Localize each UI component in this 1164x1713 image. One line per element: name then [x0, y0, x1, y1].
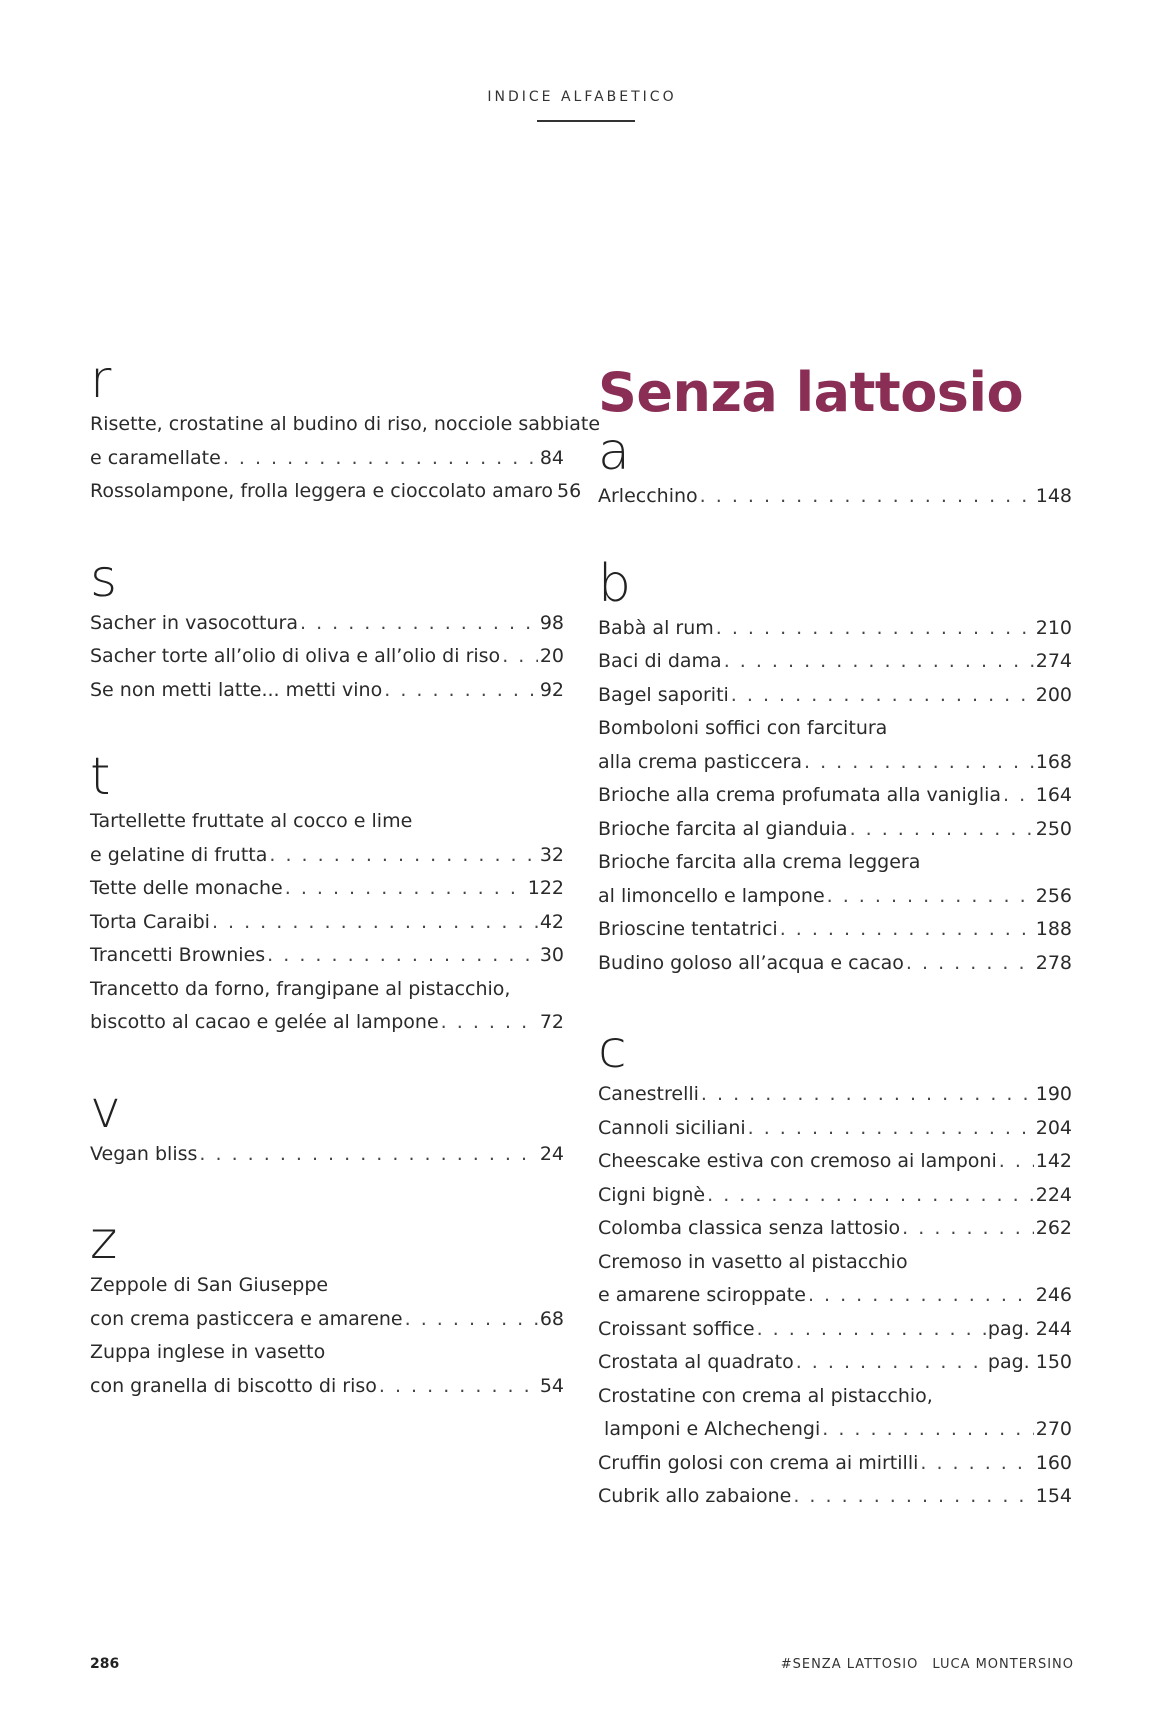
index-entry — [90, 442, 564, 476]
dot-leader — [267, 939, 538, 973]
dot-leader — [441, 1006, 538, 1040]
entry-title: e amarene sciroppate — [598, 1284, 806, 1306]
entry-title: Croissant soffice — [598, 1317, 755, 1340]
index-entry — [90, 973, 564, 1007]
entry-title: Budino goloso all’acqua e cacao — [598, 951, 904, 974]
index-entry — [90, 607, 564, 641]
entry-page-number: 42 — [539, 910, 564, 933]
entry-page-number: 160 — [1035, 1451, 1072, 1474]
index-letter: b — [598, 553, 632, 614]
index-entry — [90, 674, 564, 708]
index-entry — [598, 1145, 1072, 1179]
index-entry — [90, 906, 564, 940]
section-title: Senza lattosio — [598, 361, 1024, 424]
entry-title: Cheescake estiva con cremoso ai lamponi — [598, 1150, 997, 1172]
entry-title: Cubrik allo zabaione — [598, 1485, 792, 1507]
index-entry — [598, 645, 1072, 679]
entry-page-number: 188 — [1035, 918, 1072, 940]
index-entries — [90, 1269, 564, 1403]
entry-page-number: 200 — [1035, 683, 1072, 706]
entry-page-number: 92 — [539, 678, 564, 701]
index-letter: s — [90, 548, 118, 609]
index-entry — [598, 913, 1072, 947]
entry-title: Zeppole di San Giuseppe — [90, 1274, 329, 1296]
index-entry — [90, 1138, 564, 1172]
entry-title: Arlecchino — [598, 485, 698, 507]
index-entry — [598, 1447, 1072, 1481]
index-group-c — [598, 1022, 1072, 1514]
dot-leader — [804, 746, 1034, 780]
index-entry — [90, 1269, 564, 1303]
entry-page-number: 190 — [1035, 1083, 1072, 1105]
index-entry — [598, 1313, 1072, 1347]
entry-title: alla crema pasticcera — [598, 750, 802, 773]
entry-title: Torta Caraibi — [90, 910, 210, 933]
index-entry — [90, 1303, 564, 1337]
entry-title: con crema pasticcera e amarene — [90, 1307, 403, 1330]
index-entry — [598, 813, 1072, 847]
index-right-column — [598, 362, 1072, 1556]
dot-leader — [1003, 779, 1034, 813]
index-entry — [598, 1279, 1072, 1313]
index-entry — [90, 839, 564, 873]
entry-page-number: pag. 150 — [987, 1351, 1072, 1373]
entry-page-number: 98 — [539, 611, 564, 634]
entry-page-number: 30 — [539, 944, 564, 966]
entry-page-number: 54 — [539, 1374, 564, 1397]
dot-leader — [700, 480, 1034, 514]
entry-page-number: 210 — [1035, 616, 1072, 639]
footer-page-number: 286 — [90, 1656, 120, 1672]
entry-title: e caramellate — [90, 446, 221, 469]
index-entry — [598, 1413, 1072, 1447]
dot-leader — [731, 679, 1034, 713]
index-entry — [90, 1336, 564, 1370]
index-entry — [598, 480, 1072, 514]
entry-page-number: 274 — [1035, 650, 1072, 672]
entry-title: Babà al rum — [598, 616, 714, 639]
right-groups — [598, 424, 1072, 1514]
index-entry — [598, 779, 1072, 813]
index-left-column — [90, 350, 601, 1445]
dot-leader — [300, 607, 538, 641]
index-group-r — [90, 350, 601, 509]
index-letter: v — [90, 1079, 121, 1140]
entry-title: Trancetto da forno, frangipane al pistacchio, — [90, 977, 511, 1000]
footer-author: LUCA MONTERSINO — [932, 1657, 1074, 1672]
dot-leader — [199, 1138, 537, 1172]
dot-leader — [850, 813, 1034, 847]
dot-leader — [757, 1313, 986, 1347]
index-entry — [598, 947, 1072, 981]
index-entry — [598, 1346, 1072, 1380]
entry-page-number: 224 — [1035, 1183, 1072, 1206]
entry-page-number: 278 — [1035, 951, 1072, 974]
index-entries — [598, 612, 1072, 981]
entry-page-number: 72 — [539, 1011, 564, 1033]
dot-leader — [796, 1346, 986, 1380]
entry-title: Brioche farcita alla crema leggera — [598, 851, 921, 873]
entry-title: Brioscine tentatrici — [598, 918, 778, 940]
entry-title: Cruffin golosi con crema ai mirtilli — [598, 1451, 919, 1474]
dot-leader — [223, 442, 538, 476]
index-entry — [90, 1370, 564, 1404]
entry-title: Sacher in vasocottura — [90, 611, 298, 634]
dot-leader — [701, 1078, 1034, 1112]
entry-title: Baci di dama — [598, 650, 722, 672]
entry-title: Rossolampone, frolla leggera e cioccolato amaro — [90, 480, 553, 502]
index-group-a — [598, 424, 1072, 514]
dot-leader — [285, 872, 526, 906]
index-letter: t — [90, 747, 111, 807]
index-entries — [90, 607, 564, 708]
entry-title: lamponi e Alchechengi — [598, 1418, 821, 1440]
index-letter: z — [90, 1211, 118, 1271]
index-group-b — [598, 553, 1072, 981]
entry-title: Bomboloni soffici con farcitura — [598, 717, 888, 739]
entry-page-number: 122 — [527, 877, 564, 899]
entry-page-number: 262 — [1035, 1217, 1072, 1239]
entry-title: e gelatine di frutta — [90, 843, 268, 866]
dot-leader — [920, 1447, 1033, 1481]
index-entry — [598, 679, 1072, 713]
dot-leader — [502, 640, 538, 674]
dot-leader — [793, 1480, 1033, 1514]
dot-leader — [724, 645, 1034, 679]
index-entry — [598, 612, 1072, 646]
index-entries — [598, 1078, 1072, 1514]
index-entries — [598, 480, 1072, 514]
entry-title: Cannoli siciliani — [598, 1116, 746, 1139]
index-entry — [598, 1480, 1072, 1514]
index-entry — [598, 746, 1072, 780]
footer-tag: #SENZA LATTOSIO — [780, 1657, 919, 1672]
entry-page-number: 20 — [539, 645, 564, 667]
index-letter: c — [598, 1020, 627, 1080]
dot-leader — [384, 674, 538, 708]
dot-leader — [902, 1212, 1034, 1246]
index-entry — [598, 880, 1072, 914]
index-entry — [598, 1112, 1072, 1146]
entry-title: biscotto al cacao e gelée al lampone — [90, 1011, 439, 1033]
index-group-v — [90, 1079, 564, 1172]
index-entry — [598, 846, 1072, 880]
index-entry — [90, 872, 564, 906]
index-entries — [90, 1138, 564, 1172]
entry-page-number: 24 — [539, 1142, 564, 1165]
entry-page-number: 148 — [1035, 485, 1072, 507]
entry-page-number: 246 — [1035, 1284, 1072, 1306]
entry-title: Crostatine con crema al pistacchio, — [598, 1384, 933, 1407]
entry-page-number: 84 — [539, 446, 564, 469]
entry-page-number: 164 — [1035, 784, 1072, 806]
entry-title: Se non metti latte... metti vino — [90, 678, 383, 701]
entry-title: Cremoso in vasetto al pistacchio — [598, 1250, 908, 1273]
entry-page-number: 168 — [1035, 750, 1072, 773]
entry-page-number: 270 — [1035, 1418, 1072, 1440]
entry-title: Tette delle monache — [90, 877, 283, 899]
entry-page-number: 204 — [1035, 1116, 1072, 1139]
footer-credits — [781, 1657, 1074, 1672]
index-entries — [90, 805, 564, 1040]
entry-title: Brioche alla crema profumata alla vaniglia — [598, 784, 1002, 806]
entry-title: Cigni bignè — [598, 1183, 706, 1206]
index-entry — [90, 1006, 564, 1040]
entry-page-number: 256 — [1035, 884, 1072, 907]
dot-leader — [379, 1370, 538, 1404]
entry-page-number: 56 — [557, 480, 582, 502]
entry-title: Bagel saporiti — [598, 683, 729, 706]
index-group-z — [90, 1213, 564, 1403]
dot-leader — [716, 612, 1034, 646]
entry-page-number: 68 — [539, 1307, 564, 1330]
index-group-t — [90, 749, 564, 1040]
dot-leader — [269, 839, 537, 873]
entry-title: Colomba classica senza lattosio — [598, 1217, 901, 1239]
index-entry — [90, 805, 564, 839]
entry-title: Zuppa inglese in vasetto — [90, 1341, 326, 1363]
dot-leader — [827, 880, 1034, 914]
index-entry — [90, 939, 564, 973]
dot-leader — [212, 906, 538, 940]
entry-title: Brioche farcita al gianduia — [598, 817, 848, 840]
entry-title: Risette, crostatine al budino di riso, nocciole sabbiate — [90, 413, 601, 435]
entry-page-number: 154 — [1035, 1485, 1072, 1507]
index-entry — [90, 408, 601, 442]
header-rule — [537, 120, 635, 122]
index-letter: r — [90, 350, 112, 410]
dot-leader — [748, 1112, 1034, 1146]
entry-title: con granella di biscotto di riso — [90, 1374, 377, 1397]
dot-leader — [707, 1179, 1034, 1213]
page-header-title: INDICE ALFABETICO — [487, 89, 677, 105]
entry-page-number: 250 — [1035, 817, 1072, 840]
entry-page-number: pag. 244 — [987, 1317, 1072, 1340]
entry-title: Canestrelli — [598, 1083, 699, 1105]
index-entry — [598, 1212, 1072, 1246]
index-entries — [90, 408, 601, 509]
index-entry — [90, 475, 582, 509]
entry-page-number: 32 — [539, 843, 564, 866]
dot-leader — [405, 1303, 538, 1337]
dot-leader — [808, 1279, 1034, 1313]
entry-title: Sacher torte all’olio di oliva e all’olio di riso — [90, 645, 501, 667]
index-group-s — [90, 548, 564, 708]
dot-leader — [906, 947, 1034, 981]
entry-page-number: 142 — [1035, 1150, 1072, 1172]
index-entry — [598, 712, 1072, 746]
dot-leader — [780, 913, 1034, 947]
entry-title: al limoncello e lampone — [598, 884, 825, 907]
entry-title: Trancetti Brownies — [90, 944, 266, 966]
index-letter: a — [598, 422, 630, 482]
dot-leader — [999, 1145, 1034, 1179]
index-entry — [598, 1246, 1072, 1280]
entry-title: Tartellette fruttate al cocco e lime — [90, 810, 413, 832]
entry-title: Crostata al quadrato — [598, 1351, 794, 1373]
entry-title: Vegan bliss — [90, 1142, 198, 1165]
index-entry — [598, 1179, 1072, 1213]
index-entry — [598, 1078, 1072, 1112]
dot-leader — [822, 1413, 1033, 1447]
index-entry — [598, 1380, 1072, 1414]
index-entry — [90, 640, 564, 674]
